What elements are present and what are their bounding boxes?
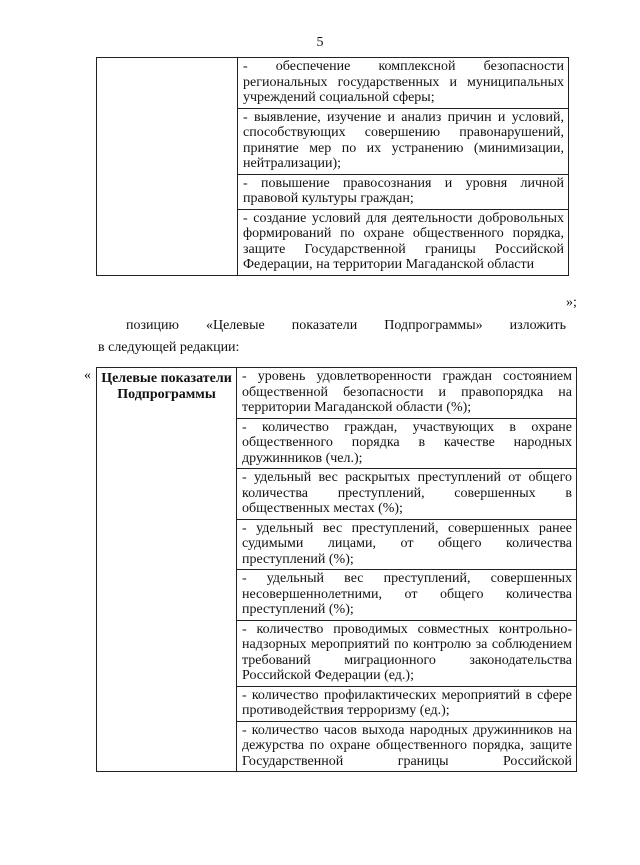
indicator-item: - удельный вес преступлений, совершенных ранее судимыми лицами, от общего количества преступлений (%); bbox=[237, 519, 576, 570]
instruction-line-2: в следующей редакции: bbox=[98, 340, 240, 355]
objective-item: - повышение правосознания и уровня личной правовой культуры граждан; bbox=[238, 174, 568, 209]
instruction-line bbox=[126, 318, 566, 334]
instruction-word: позицию bbox=[126, 318, 179, 333]
indicator-item: - удельный вес преступлений, совершенных несовершеннолетними, от общего количества преступлений (%); bbox=[237, 569, 576, 620]
indicator-item: - количество часов выхода народных дружинников на дежурства по охране общественного порядка, защите Государственной границы Российской bbox=[237, 721, 576, 772]
indicator-item: - количество проводимых совместных контрольно-надзорных мероприятий по контролю за соблюдением требований миграционного законодательства Российской Федерации (ед.); bbox=[237, 620, 576, 686]
opening-quote-mark: « bbox=[84, 368, 91, 383]
page-number: 5 bbox=[316, 35, 324, 50]
instruction-word: изложить bbox=[509, 318, 566, 333]
indicator-item: - количество профилактических мероприятий в сфере противодействия терроризму (ед.); bbox=[237, 686, 576, 721]
objective-item: - создание условий для деятельности добровольных формирований по охране общественного порядка, защите Государственной границы Российской Федерации, на территории Магаданской области bbox=[238, 209, 568, 275]
instruction-word: показатели bbox=[291, 318, 358, 333]
objectives-cell bbox=[238, 58, 569, 276]
target-indicators-table bbox=[96, 367, 577, 772]
indicators-cell bbox=[237, 368, 577, 772]
instruction-word: «Целевые bbox=[205, 318, 265, 333]
objective-item: - обеспечение комплексной безопасности региональных государственных и муниципальных учреждений социальной сферы; bbox=[243, 59, 564, 105]
target-indicators-label: Целевые показатели Подпрограммы bbox=[97, 368, 237, 772]
empty-label-cell bbox=[97, 58, 238, 276]
closing-quote-mark: »; bbox=[566, 295, 577, 310]
continuation-table bbox=[96, 57, 569, 276]
instruction-word: Подпрограммы» bbox=[384, 318, 483, 333]
indicator-item: - удельный вес раскрытых преступлений от общего количества преступлений, совершенных в общественных местах (%); bbox=[237, 468, 576, 519]
indicator-item: - количество граждан, участвующих в охране общественного порядка в качестве народных дружинников (чел.); bbox=[237, 418, 576, 469]
indicator-item: - уровень удовлетворенности граждан состоянием общественной безопасности и правопорядка на территории Магаданской области (%); bbox=[242, 369, 572, 415]
objective-item: - выявление, изучение и анализ причин и условий, способствующих совершению правонарушений, принятие мер по их устранению (минимизации, нейтрализации); bbox=[238, 108, 568, 174]
